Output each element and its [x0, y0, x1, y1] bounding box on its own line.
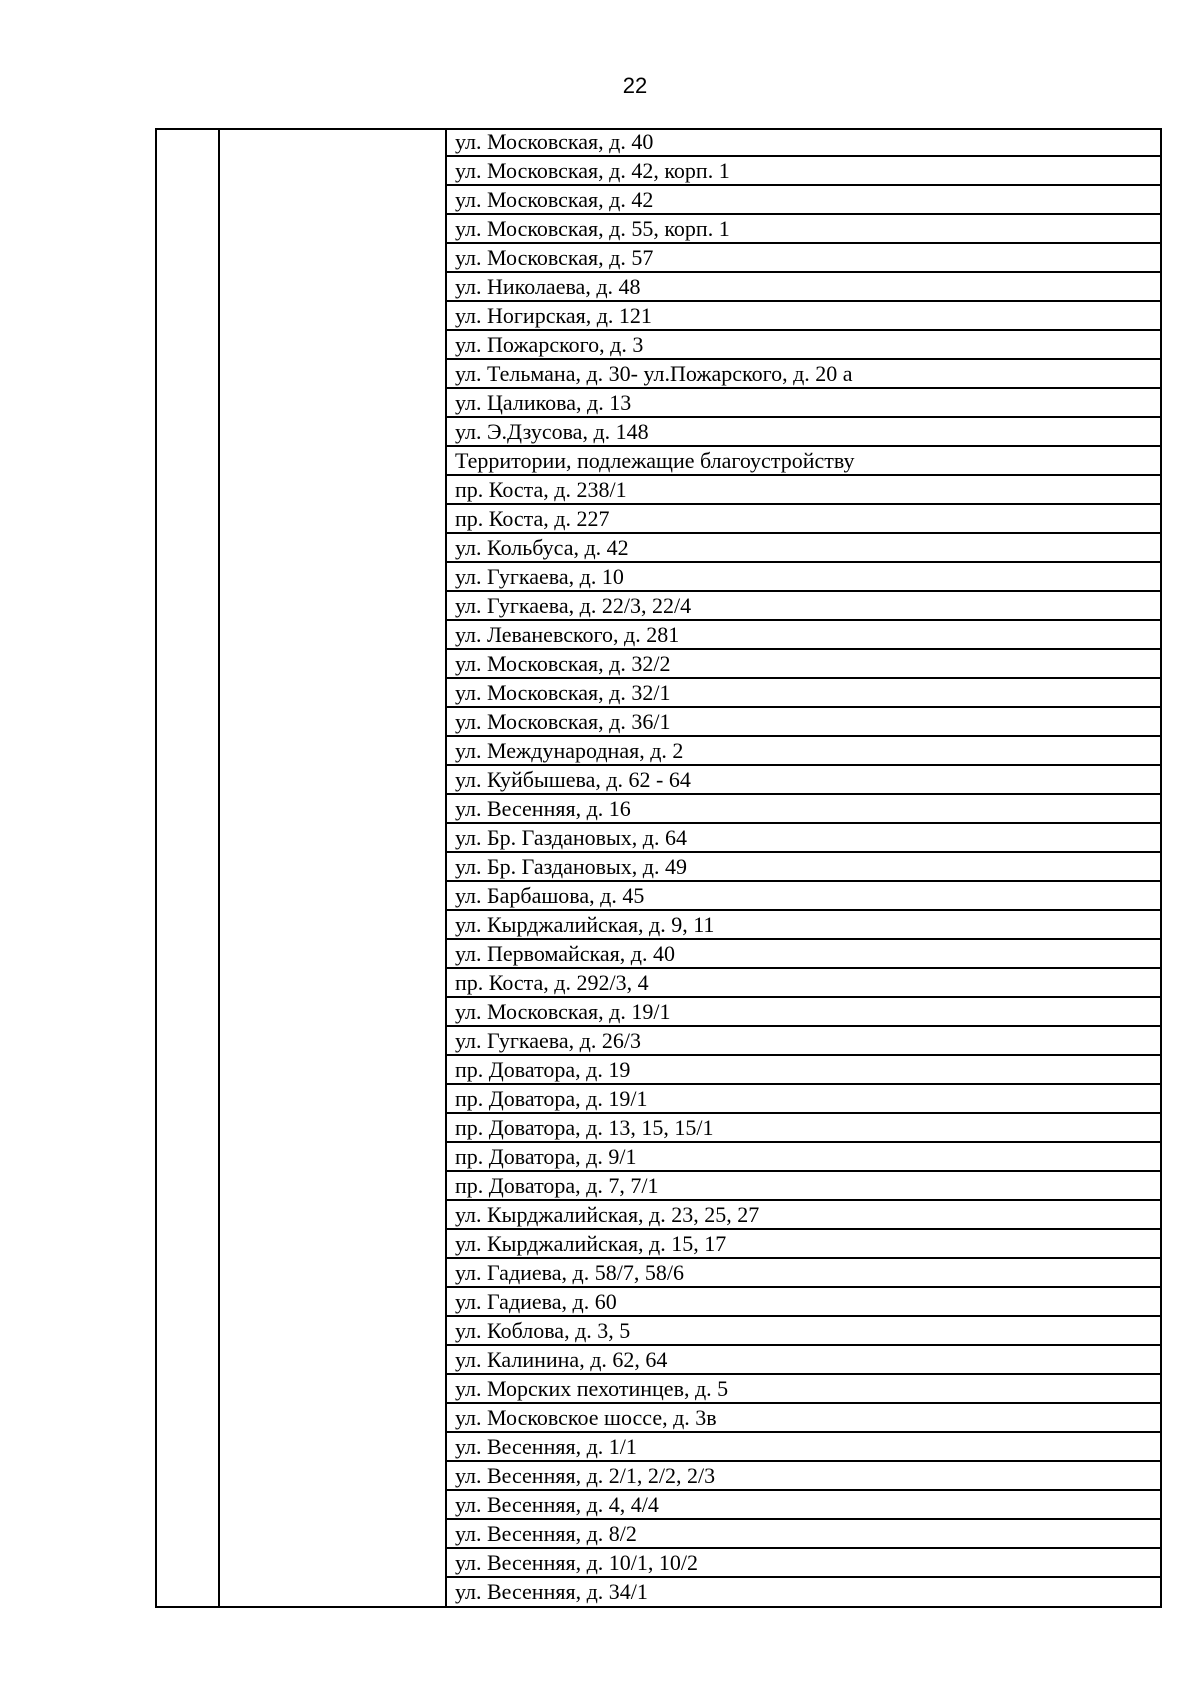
- table-row: ул. Тельмана, д. 30- ул.Пожарского, д. 20 а: [445, 360, 1162, 389]
- table-row: ул. Кырджалийская, д. 9, 11: [445, 911, 1162, 940]
- table-row: ул. Бр. Газдановых, д. 49: [445, 853, 1162, 882]
- table-row: ул. Гадиева, д. 60: [445, 1288, 1162, 1317]
- table-row: ул. Гугкаева, д. 22/3, 22/4: [445, 592, 1162, 621]
- table-row: ул. Ногирская, д. 121: [445, 302, 1162, 331]
- table-row: ул. Леваневского, д. 281: [445, 621, 1162, 650]
- table-row: ул. Бр. Газдановых, д. 64: [445, 824, 1162, 853]
- table-row: ул. Барбашова, д. 45: [445, 882, 1162, 911]
- table-row: ул. Весенняя, д. 10/1, 10/2: [445, 1549, 1162, 1578]
- table-row: ул. Московская, д. 32/1: [445, 679, 1162, 708]
- table-row: пр. Доватора, д. 7, 7/1: [445, 1172, 1162, 1201]
- table-row: пр. Доватора, д. 13, 15, 15/1: [445, 1114, 1162, 1143]
- table-row: ул. Московская, д. 32/2: [445, 650, 1162, 679]
- table-row: ул. Кырджалийская, д. 15, 17: [445, 1230, 1162, 1259]
- table-row: ул. Коблова, д. 3, 5: [445, 1317, 1162, 1346]
- table-row: ул. Весенняя, д. 16: [445, 795, 1162, 824]
- table-row: пр. Доватора, д. 19: [445, 1056, 1162, 1085]
- table-row: ул. Московская, д. 40: [445, 128, 1162, 157]
- table-row: ул. Гугкаева, д. 26/3: [445, 1027, 1162, 1056]
- table-row: ул. Э.Дзусова, д. 148: [445, 418, 1162, 447]
- table-row: ул. Куйбышева, д. 62 - 64: [445, 766, 1162, 795]
- table-row: ул. Кольбуса, д. 42: [445, 534, 1162, 563]
- table-row: пр. Коста, д. 227: [445, 505, 1162, 534]
- table-row: ул. Николаева, д. 48: [445, 273, 1162, 302]
- table-row: ул. Первомайская, д. 40: [445, 940, 1162, 969]
- table-row: ул. Кырджалийская, д. 23, 25, 27: [445, 1201, 1162, 1230]
- table-row: ул. Московская, д. 55, корп. 1: [445, 215, 1162, 244]
- table-row: ул. Московская, д. 42, корп. 1: [445, 157, 1162, 186]
- table-row: пр. Доватора, д. 19/1: [445, 1085, 1162, 1114]
- table-row: ул. Весенняя, д. 8/2: [445, 1520, 1162, 1549]
- address-list: [445, 128, 1162, 1608]
- table-row: ул. Московская, д. 57: [445, 244, 1162, 273]
- table-row: ул. Гугкаева, д. 10: [445, 563, 1162, 592]
- table-row: ул. Московское шоссе, д. 3в: [445, 1404, 1162, 1433]
- table-row: ул. Международная, д. 2: [445, 737, 1162, 766]
- table-row: ул. Весенняя, д. 4, 4/4: [445, 1491, 1162, 1520]
- table-row: пр. Коста, д. 292/3, 4: [445, 969, 1162, 998]
- table-row: Территории, подлежащие благоустройству: [445, 447, 1162, 476]
- table-bottom-border: [155, 1606, 1162, 1608]
- table-row: ул. Пожарского, д. 3: [445, 331, 1162, 360]
- table-row: ул. Московская, д. 42: [445, 186, 1162, 215]
- table-row: пр. Доватора, д. 9/1: [445, 1143, 1162, 1172]
- table-row: ул. Московская, д. 36/1: [445, 708, 1162, 737]
- table-column-border: [155, 128, 157, 1608]
- table-row: ул. Весенняя, д. 2/1, 2/2, 2/3: [445, 1462, 1162, 1491]
- table-column-border: [218, 128, 220, 1608]
- page-number: 22: [622, 73, 648, 98]
- table-row: ул. Гадиева, д. 58/7, 58/6: [445, 1259, 1162, 1288]
- table-row: ул. Цаликова, д. 13: [445, 389, 1162, 418]
- table-row: ул. Весенняя, д. 1/1: [445, 1433, 1162, 1462]
- table-row: ул. Калинина, д. 62, 64: [445, 1346, 1162, 1375]
- table-row: пр. Коста, д. 238/1: [445, 476, 1162, 505]
- address-table: [155, 128, 1162, 1608]
- table-row: ул. Морских пехотинцев, д. 5: [445, 1375, 1162, 1404]
- table-row: ул. Весенняя, д. 34/1: [455, 1579, 648, 1604]
- table-row: ул. Московская, д. 19/1: [445, 998, 1162, 1027]
